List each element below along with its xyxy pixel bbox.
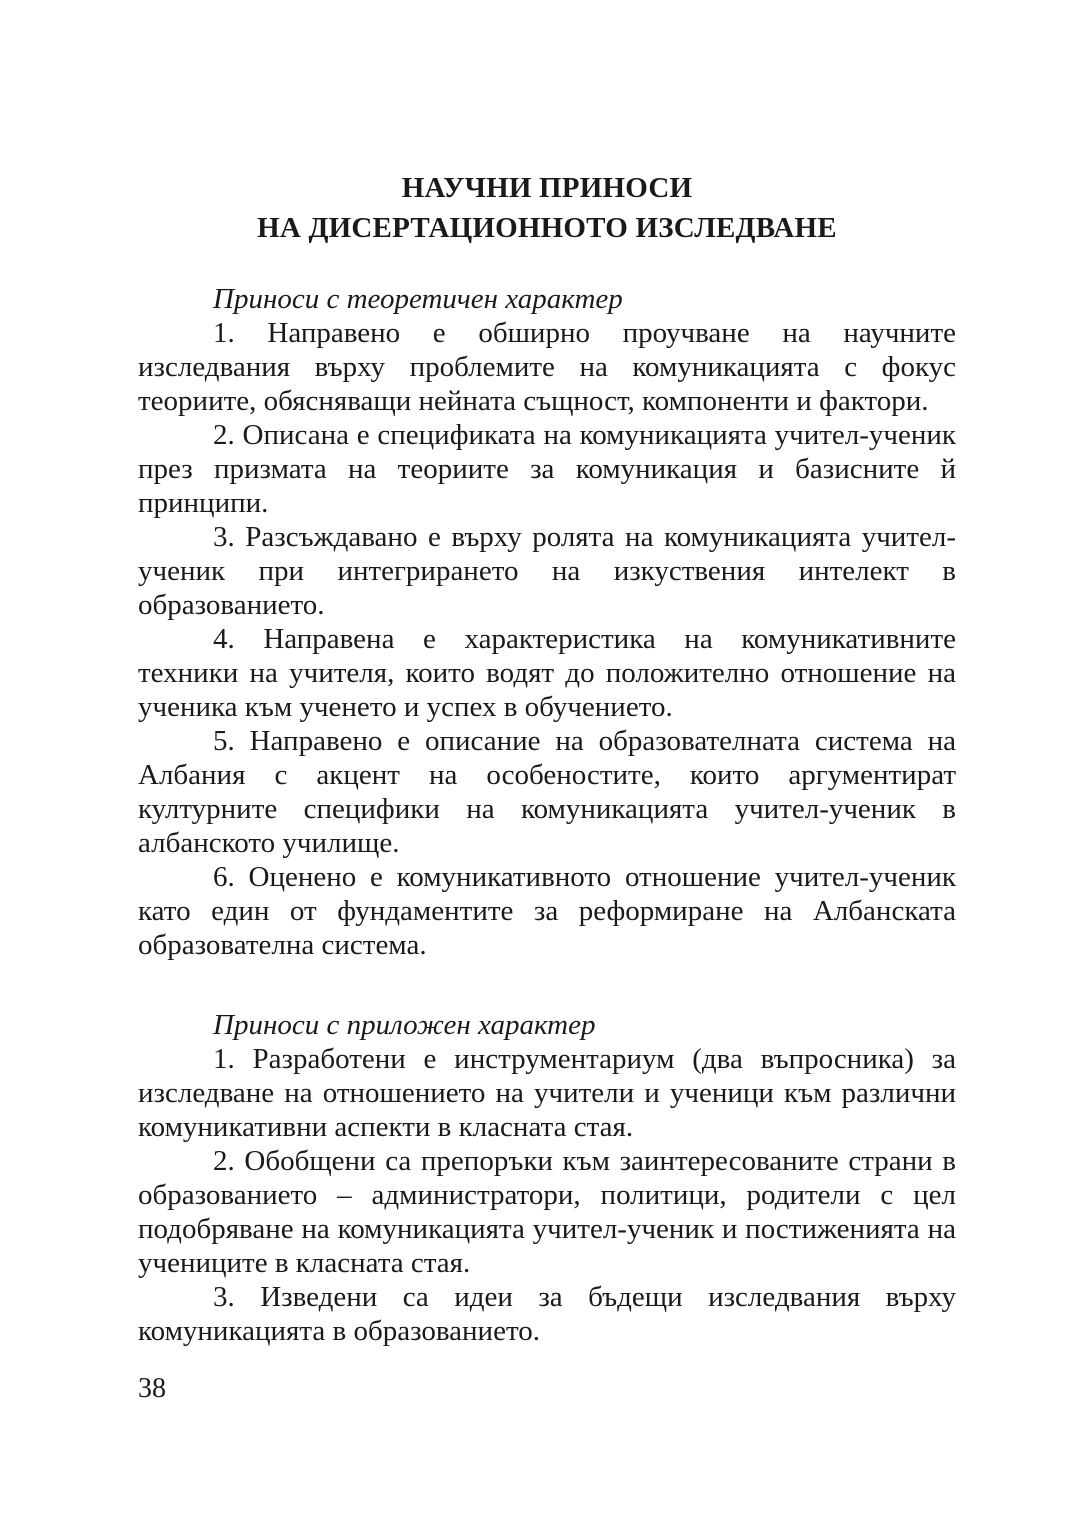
contribution-item: 6. Оценено е комуникативното отношение учител-ученик като един от фундаментите за реформиране на Албанската образователна система.: [138, 861, 956, 961]
section-theoretical: [138, 282, 956, 962]
contribution-item: 4. Направена е характеристика на комуникативните техники на учителя, които водят до положително отношение на ученика към ученето и успех в обучението.: [138, 623, 956, 723]
title-line-1: НАУЧНИ ПРИНОСИ: [401, 172, 693, 204]
contribution-item: 3. Разсъждавано е върху ролята на комуникацията учител-ученик при интегрирането на изкуствения интелект в образованието.: [138, 521, 956, 621]
contribution-item: 5. Направено е описание на образователната система на Албания с акцент на особеностите, които аргументират културните специфики на комуникацията учител-ученик в албанското училище.: [138, 725, 956, 859]
section-heading-applied: Приноси с приложен характер: [213, 1009, 596, 1041]
contribution-item: 2. Описана е спецификата на комуникацията учител-ученик през призмата на теориите за комуникация и базисните й принципи.: [138, 419, 956, 519]
page-title: [138, 168, 956, 248]
section-applied: [138, 1008, 956, 1348]
page-number: 38: [138, 1373, 166, 1404]
contribution-item: 1. Разработени е инструментариум (два въпросника) за изследване на отношението на учители и ученици към различни комуникативни аспекти в класната стая.: [138, 1043, 956, 1143]
title-line-2: НА ДИСЕРТАЦИОННОТО ИЗСЛЕДВАНЕ: [257, 212, 837, 244]
page-body: [138, 168, 956, 1348]
contribution-item: 2. Обобщени са препоръки към заинтересованите страни в образованието – администратори, политици, родители с цел подобряване на комуникацията учител-ученик и постиженията на учениците в класната стая.: [138, 1145, 956, 1279]
contribution-item: 3. Изведени са идеи за бъдещи изследвания върху комуникацията в образованието.: [138, 1281, 956, 1347]
contribution-item: 1. Направено е обширно проучване на научните изследвания върху проблемите на комуникацията с фокус теориите, обясняващи нейната същност, компоненти и фактори.: [138, 317, 956, 417]
section-heading-theoretical: Приноси с теоретичен характер: [213, 283, 623, 315]
